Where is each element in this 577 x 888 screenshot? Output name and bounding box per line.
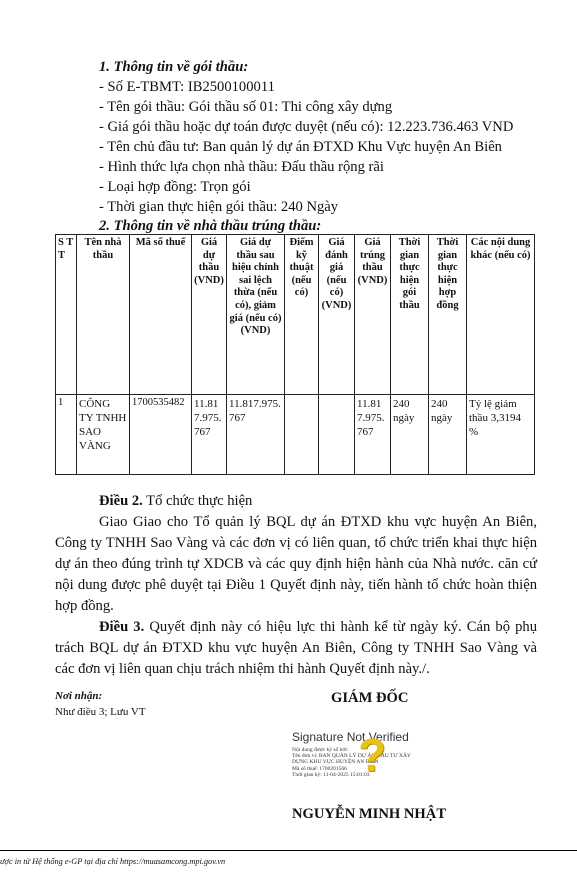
info-line-package-name: - Tên gói thầu: Gói thầu số 01: Thi công xây dựng	[99, 99, 393, 115]
info-line-package-price: - Giá gói thầu hoặc dự toán được duyệt (nếu có): 12.223.736.463 VND	[99, 119, 514, 135]
article2-title	[99, 491, 252, 511]
section1-heading: 1. Thông tin về gói thầu:	[99, 59, 249, 75]
article3-paragraph	[55, 617, 537, 680]
col-header-tax-code: Mã số thuế	[130, 235, 192, 395]
article3-label: Điều 3.	[99, 619, 145, 635]
info-line-selection-method: - Hình thức lựa chọn nhà thầu: Đấu thầu rộng rãi	[99, 159, 384, 175]
cell-adjusted-price: 11.817.975.767	[227, 395, 285, 475]
col-header-other: Các nội dung khác (nếu có)	[467, 235, 535, 395]
cell-bid-price: 11.817.975.767	[192, 395, 227, 475]
sig-detail-line: Thời gian ký: 11-04-2025 15:01:03	[292, 771, 370, 778]
article2-title-text: Tổ chức thực hiện	[142, 493, 253, 509]
section2-heading: 2. Thông tin về nhà thầu trúng thầu:	[99, 218, 322, 234]
table-row	[56, 395, 535, 475]
col-header-tech-score: Điểm kỹ thuật (nếu có)	[285, 235, 319, 395]
cell-contract-duration: 240 ngày	[429, 395, 467, 475]
recipients-label: Nơi nhận:	[55, 690, 103, 702]
cell-evaluated-price	[319, 395, 355, 475]
info-line-duration: - Thời gian thực hiện gói thầu: 240 Ngày	[99, 199, 339, 215]
info-line-contract-type: - Loại hợp đồng: Trọn gói	[99, 179, 251, 195]
cell-other: Tỷ lệ giảm thầu 3,3194 %	[467, 395, 535, 475]
article2-label: Điều 2.	[99, 493, 143, 509]
sig-detail-line: DỰNG KHU VỰC HUYỆN AN BIÊN	[292, 759, 379, 766]
sig-detail-line: Nội dung được ký số bởi:	[292, 747, 349, 753]
winning-contractor-table	[55, 234, 535, 475]
question-mark-icon: ?	[358, 729, 387, 781]
col-header-evaluated-price: Giá đánh giá (nếu có) (VND)	[319, 235, 355, 395]
col-header-adjusted-price: Giá dự thầu sau hiệu chỉnh sai lệch thừa (nếu có), giảm giá (nếu có) (VND)	[227, 235, 285, 395]
signer-name: NGUYỄN MINH NHẬT	[292, 806, 447, 822]
col-header-package-duration: Thời gian thực hiện gói thầu	[391, 235, 429, 395]
sig-detail-line: Mã số thuế: 1700201566	[292, 765, 347, 772]
cell-contractor: CÔNG TY TNHH SAO VÀNG	[77, 395, 130, 475]
col-header-bid-price: Giá dự thầu (VND)	[192, 235, 227, 395]
article2-body: Giao Giao cho Tổ quản lý BQL dự án ĐTXD khu vực huyện An Biên, Công ty TNHH Sao Vàng và các đơn vị có liên quan, tổ chức triển khai thực hiện dự án theo đúng trình tự XDCB và các quy định hiện hành của Nhà nước. căn cứ nội dung được phê duyệt tại Điều 1 Quyết định này, tiến hành tổ chức hoàn thiện hợp đồng.	[55, 514, 537, 614]
info-line-tbmt: - Số E-TBMT: IB2500100011	[99, 79, 275, 95]
recipients-value: Như điều 3; Lưu VT	[55, 706, 146, 718]
article3-body: Quyết định này có hiệu lực thi hành kể từ ngày ký. Cán bộ phụ trách BQL dự án ĐTXD khu vực huyện An Biên, Công ty TNHH Sao Vàng và các đơn vị liên quan chịu trách nhiệm thi hành Quyết định này./.	[55, 619, 537, 677]
col-header-contractor: Tên nhà thầu	[77, 235, 130, 395]
signer-title: GIÁM ĐỐC	[331, 690, 409, 706]
cell-package-duration: 240 ngày	[391, 395, 429, 475]
footer-divider	[0, 850, 577, 851]
col-header-stt: S T T	[56, 235, 77, 395]
cell-stt: 1	[56, 395, 77, 475]
cell-tech-score	[285, 395, 319, 475]
cell-winning-price: 11.817.975.767	[355, 395, 391, 475]
sig-detail-line: Tên đơn vị: BAN QUẢN LÝ DỰ ÁN ĐẦU TƯ XÂY	[292, 753, 411, 760]
col-header-contract-duration: Thời gian thực hiện hợp đồng	[429, 235, 467, 395]
info-line-investor: - Tên chủ đầu tư: Ban quản lý dự án ĐTXD Khu Vực huyện An Biên	[99, 139, 502, 155]
table-header-row	[56, 235, 535, 395]
cell-tax-code: 1700535482	[130, 395, 192, 475]
col-header-winning-price: Giá trúng thầu (VND)	[355, 235, 391, 395]
signature-status: Signature Not Verified	[292, 730, 409, 744]
footer-source: ược in từ Hệ thống e-GP tại địa chỉ https://muasamcong.mpi.gov.vn	[0, 857, 226, 866]
